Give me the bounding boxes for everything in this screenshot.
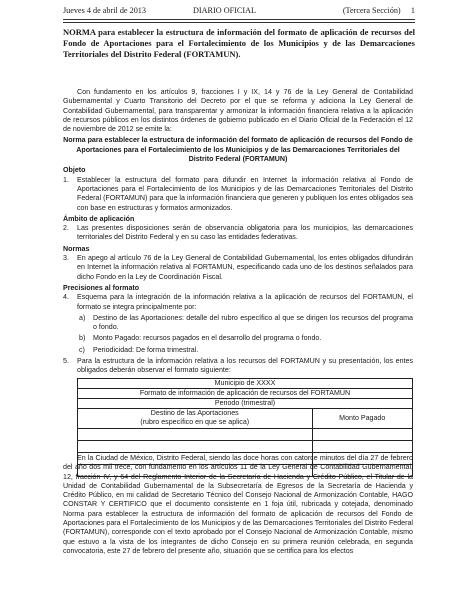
item-number: 2. bbox=[63, 224, 69, 233]
document-title: NORMA para establecer la estructura de información del formato de aplicación de recursos del Fondo de Aportaciones para el Fortalecimiento de los Municipios y de las Demarcaciones Territoriales del Distrito Federal (FORTAMUN). bbox=[63, 27, 415, 59]
destino-label: Destino de las Aportaciones bbox=[150, 409, 239, 418]
header-section-page bbox=[343, 6, 415, 15]
subitem-text: Monto Pagado: recursos pagados en el desarrollo del programa o fondo. bbox=[93, 334, 322, 343]
subitem-text: Periodicidad: De forma trimestral. bbox=[93, 345, 199, 354]
certification-paragraph: En la Ciudad de México, Distrito Federal, siendo las doce horas con catorce minutos del día 27 de febrero del año dos mil trece, con fundamento en los artículos 11 de la Ley General de Contabilidad Gubernamental, 12, fracción IV, y 64 del Reglamento Interior de la Secretaría de Hacienda y Crédito Público, el Titular de la Unidad de Contabilidad Gubernamental de la Subsecretaría de Egresos de la Secretaría de Hacienda y Crédito Público, en mi calidad de Secretario Técnico del Consejo Nacional de Armonización Contable, HAGO CONSTAR Y CERTIFICO que el documento consistente en 1 foja útil, rubricada y cotejada, denominado Norma para establecer la estructura de información del formato de aplicación de recursos del Fondo de Aportaciones para el Fortalecimiento de los Municipios y de las Demarcaciones Territoriales del Distrito Federal (FORTAMUN), corresponde con el texto aprobado por el Consejo Nacional de Armonización Contable, mismo que estuvo a la vista de los integrantes de dicho Consejo en su primera reunión celebrada, en segunda convocatoria, este 27 de febrero del presente año, situación que se certifica para los efectos bbox=[63, 454, 413, 555]
header-date: Jueves 4 de abril de 2013 bbox=[63, 6, 146, 15]
section-heading-ambito: Ámbito de aplicación bbox=[63, 214, 135, 223]
subitem-letter: c) bbox=[79, 345, 85, 354]
item-text: Esquema para la integración de la información relativa a la aplicación de recursos del FORTAMUN, el formato se integra principalmente por: bbox=[77, 293, 413, 311]
header-rule-bottom bbox=[63, 22, 415, 23]
section-heading-precisiones: Precisiones al formato bbox=[63, 283, 140, 292]
header-publication: DIARIO OFICIAL bbox=[193, 6, 256, 15]
item-text: En apego al artículo 76 de la Ley General de Contabilidad Gubernamental, los entes obligados difundirán en Internet la información relativa al FORTAMUN, especificando cada uno de los destinos señalados para dicho Fondo en la Ley de Coordinación Fiscal. bbox=[77, 254, 413, 281]
page-header bbox=[63, 6, 415, 18]
subitem-text: Destino de las Aportaciones: detalle del rubro específico al que se dirigen los recursos del programa o fondo. bbox=[93, 313, 413, 332]
header-page-number: 1 bbox=[410, 6, 415, 15]
destino-sublabel: (rubro específico en que se aplica) bbox=[140, 418, 250, 427]
lettered-subitem bbox=[63, 314, 413, 333]
item-number: 1. bbox=[63, 175, 69, 184]
item-text: Establecer la estructura del formato para difundir en Internet la información relativa al Fondo de Aportaciones para el Fortalecimiento de los Municipios y de las Demarcaciones Territoriales del Distrito Federal (FORTAMUN) para que la información financiera que generen y publiquen los entes obligados sea con base en estructuras y formatos armonizados. bbox=[77, 175, 413, 212]
table-empty-cell bbox=[78, 428, 313, 440]
table-empty-cell bbox=[312, 440, 413, 452]
item-number: 3. bbox=[63, 254, 69, 263]
table-municipio-row: Municipio de XXXX bbox=[78, 378, 413, 388]
section-heading-normas: Normas bbox=[63, 244, 90, 253]
lettered-subitem bbox=[63, 334, 413, 343]
column-header-destino bbox=[78, 408, 313, 428]
item-text: Las presentes disposiciones serán de observancia obligatoria para los municipios, las demarcaciones territoriales del Distrito Federal y en su caso las entidades federativas. bbox=[77, 224, 413, 242]
column-header-monto: Monto Pagado bbox=[312, 408, 413, 428]
item-number: 5. bbox=[63, 357, 69, 366]
subitem-letter: b) bbox=[79, 334, 86, 343]
document-body bbox=[63, 88, 413, 477]
header-rule-top bbox=[63, 19, 415, 20]
section-heading-objeto: Objeto bbox=[63, 166, 86, 175]
norm-heading: Norma para establecer la estructura de información del formato de aplicación de recursos del Fondo de Aportaciones para el Fortalecimiento de los Municipios y de las Demarcaciones Territoriales del Distrito Federal (FORTAMUN) bbox=[63, 136, 413, 164]
numbered-item bbox=[63, 357, 413, 376]
lettered-subitem bbox=[63, 346, 413, 355]
subitem-letter: a) bbox=[79, 313, 86, 322]
table-empty-cell bbox=[78, 440, 313, 452]
numbered-item bbox=[63, 293, 413, 312]
numbered-item bbox=[63, 176, 413, 213]
item-number: 4. bbox=[63, 293, 69, 302]
numbered-item bbox=[63, 254, 413, 282]
header-section: (Tercera Sección) bbox=[342, 6, 401, 15]
item-text: Para la estructura de la información relativa a los recursos del FORTAMUN y su presentación, los entes obligados deberán observar el formato siguiente: bbox=[77, 357, 413, 375]
table-period-row: Periodo (trimestral) bbox=[78, 398, 413, 408]
numbered-item bbox=[63, 224, 413, 243]
table-format-title-row: Formato de información de aplicación de recursos del FORTAMUN bbox=[78, 388, 413, 398]
intro-paragraph: Con fundamento en los artículos 9, fracciones I y IX, 14 y 76 de la Ley General de Contabilidad Gubernamental y Cuarto Transitorio del Decreto por el que se reforma y adiciona la Ley General de Contabilidad Gubernamental, para transparentar y armonizar la información financiera relativa a la aplicación de recursos públicos en los distintos órdenes de gobierno publicado en el Diario Oficial de la Federación el 12 de noviembre de 2012 se emite la: bbox=[63, 88, 413, 134]
table-empty-cell bbox=[312, 428, 413, 440]
